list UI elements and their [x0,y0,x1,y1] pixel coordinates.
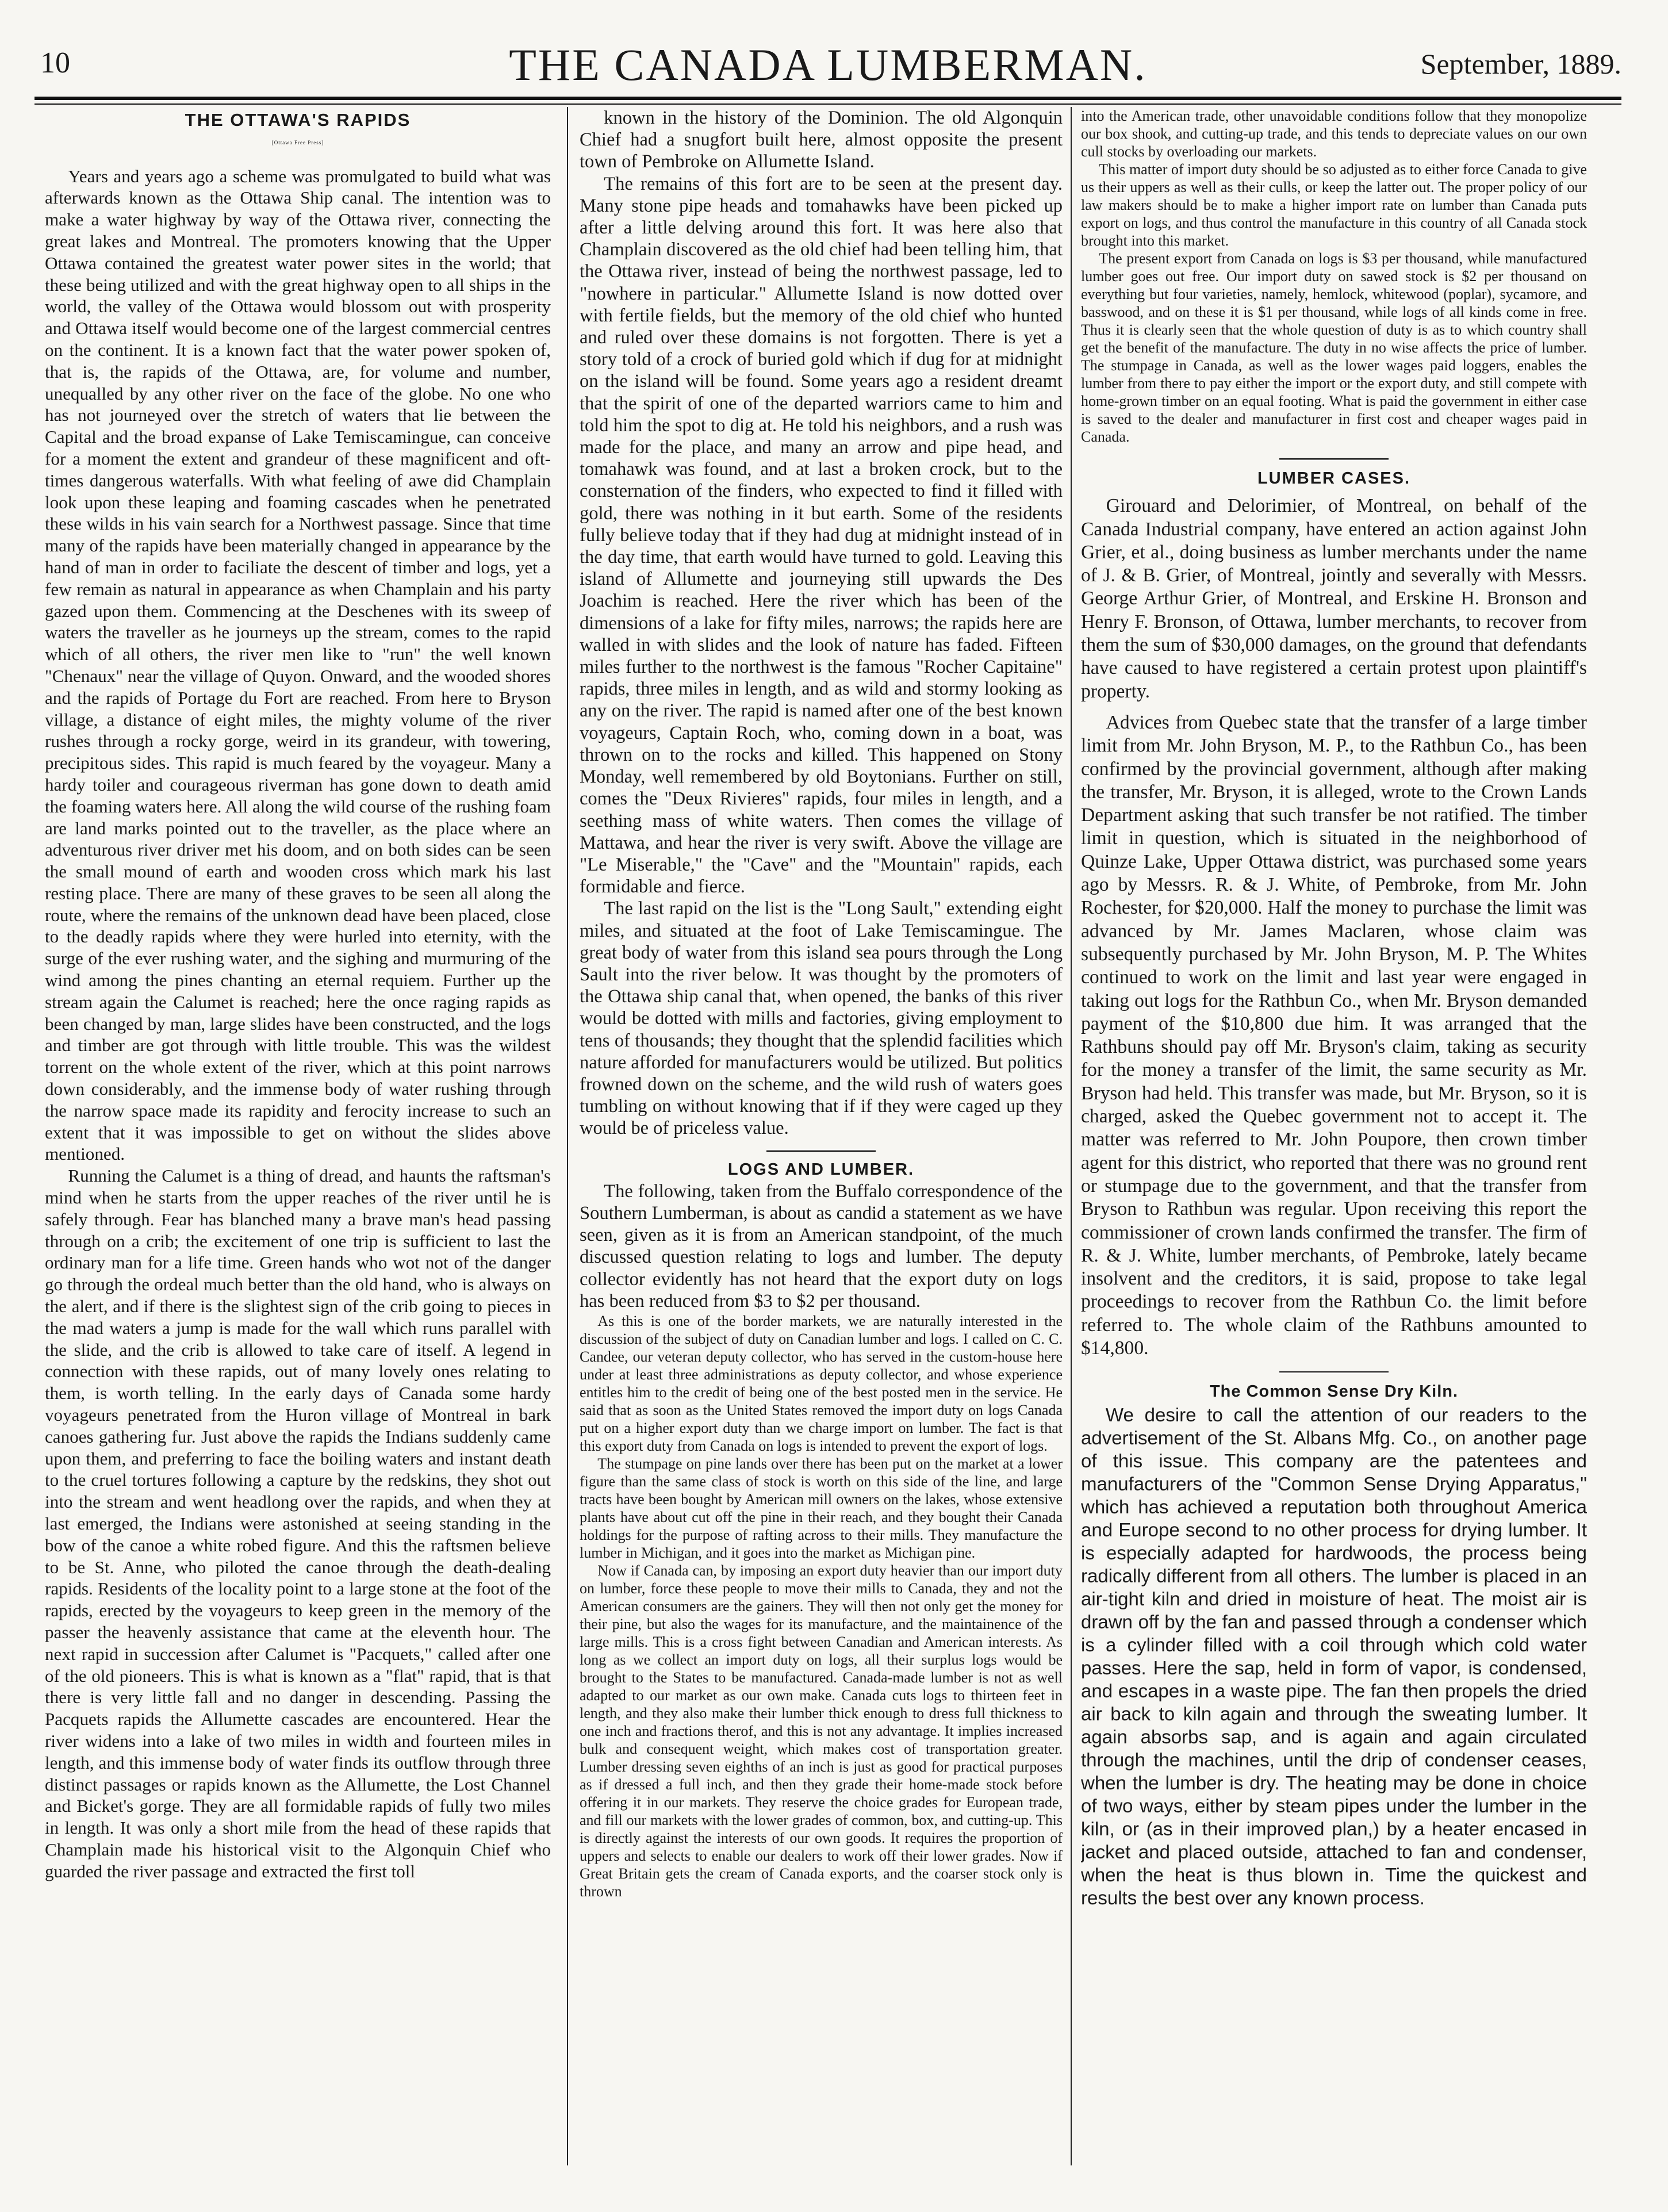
column-2 [580,107,1063,2165]
article-title-lumber-cases: LUMBER CASES. [1257,469,1411,488]
masthead [34,34,1621,98]
article-paragraph: The last rapid on the list is the "Long Sault," extending eight miles, and situated at the foot of Lake Temiscamingue. The great body of water from this island sea pours through the Long Sault into the river below. It was thought by the promoters of the Ottawa ship canal that, when opened, the banks of this river would be dotted with mills and factories, giving employment to tens of thousands; they thought that the splendid facilities which nature afforded for manufacturers would be utilized. But politics frowned down on the scheme, and the wild rush of waters goes tumbling on without knowing that if if they were caged up they would be of priceless value. [580,898,1063,1139]
article-paragraph: known in the history of the Dominion. The old Algonquin Chief had a snugfort built here, almost opposite the present town of Pembroke on Allumette Island. [580,108,1063,172]
quoted-paragraph: Now if Canada can, by imposing an export duty heavier than our import duty on lumber, force these people to move their mills to Canada, they and not the American consumers are the gainers. They will then not only get the money for their pine, but also the wages for its manufacture, and the maintainence of the large mills. This is a cross fight between Canadian and American interests. As long as we collect an import duty on logs, all their surplus logs would be brought to the States to be manufactured. Canada-made lumber is not as well adapted to our market as our own make. Canada cuts logs to thirteen feet in length, and they also make their lumber thick enough to dress full thickness to one inch and fractions therof, and this is not any advantage. It implies increased bulk and consequent weight, which makes cost of transportation greater. Lumber dressing seven eighths of an inch is just as good for practical purposes as if dressed a full inch, and then they grade their home-made stock before offering it in our markets. They reserve the choice grades for European trade, and fill our markets with the lower grades of common, box, and cutting-up. This is directly against the interests of our own goods. It requires the proportion of uppers and selects to enable our dealers to work off their lower grades. Now if Great Britain gets the cream of Canada exports, and the coarser stock only is thrown [580,1562,1063,1900]
section-rule [1279,1371,1389,1375]
article-title-dry-kiln: The Common Sense Dry Kiln. [1209,1382,1459,1401]
issue-date: September, 1889. [1420,48,1621,80]
header-rule-thick [34,97,1621,100]
column-divider [1071,107,1072,2165]
quoted-paragraph: into the American trade, other unavoidable conditions follow that they monopolize our box shook, and cutting-up trade, and this tends to depreciate values on our own cull stocks by overloading our markets. [1081,108,1587,160]
column-3 [1081,107,1587,2165]
section-rule [766,1150,876,1154]
article-source: [Ottawa Free Press] [271,139,324,145]
article-paragraph: Years and years ago a scheme was promulgated to build what was afterwards known as the Ottawa Ship canal. The intention was to make a water highway by way of the Ottawa river, connecting the great lakes and Montreal. The promoters knowing that the Upper Ottawa contained the greatest water power sites in the world; that these being utilized and with the great highway open to all ships in the world, the valley of the Ottawa would blossom out with prosperity and Ottawa itself would become one of the largest commercial centres on the continent. It is a known fact that the water power spoken of, that is, the rapids of the Ottawa, are, for volume and number, unequalled by any other river on the face of the globe. No one who has not journeyed over the stretch of waters that lie between the Capital and the broad expanse of Lake Temiscamingue, can conceive for a moment the extent and grandeur of these magnificent and oft-times dangerous waterfalls. With what feeling of awe did Champlain look upon these leaping and foaming cascades when he penetrated these wilds in his vain search for a Northwest passage. Since that time many of the rapids have been materially changed in appearance by the hand of man in order to faciliate the descent of timber and logs, yet a few remain as natural in appearance as when Champlain and his party gazed upon them. Commencing at the Deschenes with its sweep of waters the traveller as he journeys up the stream, comes to the rapid which of all others, the river men like to "run" the well known "Chenaux" near the village of Quyon. Onward, and the wooded shores and the rapids of Portage du Fort are reached. From here to Bryson village, a distance of eight miles, the mighty volume of the river rushes through a rocky gorge, weird in its grandeur, with towering, precipitous sides. This rapid is much feared by the voyageur. Many a hardy toiler and courageous riverman has gone down to death amid the foaming waters here. All along the wild course of the rushing foam are land marks pointed out to the traveller, as the place where an adventurous river driver met his doom, and on both sides can be seen the small mound of earth and wooden cross which mark his last resting place. There are many of these graves to be seen all along the route, where the remains of the unknown dead have been placed, close to the deadly rapids where they were hurled into eternity, with the surge of the ever rushing water, and the sighing and murmuring of the wind among the pines chanting an eternal requiem. Further up the stream again the Calumet is reached; here the once raging rapids as been changed by man, large slides have been constructed, and the logs and timber are got through with little trouble. This was the wildest torrent on the whole extent of the river, which at this point narrows down considerably, and the immense body of water rushing through the narrow space made its rapidity and ferocity increase to such an extent that it was impossible to get on without the slides above mentioned. [45,166,551,1164]
quoted-paragraph: The stumpage on pine lands over there has been put on the market at a lower figure than the same class of stock is worth on this side of the line, and large tracts have been bought by American mill owners on the lakes, whose extensive plants have about cut off the pine in their reach, and they bought their Canada holdings for the purpose of rafting across to their mills. They manufacture the lumber in Michigan, and it goes into the market as Michigan pine. [580,1455,1063,1561]
quoted-correspondence [580,1312,1063,1900]
quoted-correspondence-continued [1081,107,1587,446]
quoted-paragraph: The present export from Canada on logs is $3 per thousand, while manufactured lumber goes out free. Our import duty on sawed stock is $2 per thousand on everything but four varieties, namely, hemlock, whitewood (poplar), sycamore, and basswood, and on these it is $1 per thousand, while logs of all kinds come in free. Thus it is clearly seen that the whole question of duty is as to which country shall get the benefit of the manufacture. The duty in no wise affects the price of lumber. The stumpage in Canada, as well as the lower wages paid loggers, enables the lumber from there to pay either the import or the export duty, and still compete with home-grown timber on an equal footing. What is paid the government in either case is saved to the dealer and manufacturer in first cost and cheaper wages paid in Canada. [1081,250,1587,445]
article-paragraph: The following, taken from the Buffalo correspondence of the Southern Lumberman, is about as candid a statement as we have seen, given as it is from an American standpoint, of the much discussed question relating to logs and lumber. The deputy collector evidently has not heard that the export duty on logs has been reduced from $3 to $2 per thousand. [580,1180,1063,1312]
article-paragraph: Girouard and Delorimier, of Montreal, on behalf of the Canada Industrial company, have entered an action against John Grier, et al., doing business as lumber merchants under the name of J. & B. Grier, of Montreal, jointly and severally with Messrs. George Arthur Grier, of Montreal, and Erskine H. Bronson and Henry F. Bronson, of Ottawa, lumber merchants, to recover from them the sum of $30,000 damages, on the ground that defendants have caused to have registered a certain protest upon plaintiff's property. [1081,495,1587,702]
article-paragraph: Running the Calumet is a thing of dread, and haunts the raftsman's mind when he starts from the upper reaches of the river until he is safely through. Fear has blanched many a brave man's head passing through on a crib; the excitement of one trip is sufficient to last the ordinary man for a life time. Green hands who wot not of the danger go through the ordeal much better than the old hand, who is always on the alert, and if there is the slightest sign of the crib going to pieces in the mad waters a jump is made for the wall which runs parallel with the slide, and the crib is allowed to take care of itself. A legend in connection with these rapids, out of many lovely ones relating to them, is worth telling. In the early days of Canada some hardy voyageurs penetrated from the Huron village of Montreal in bark canoes gathering fur. Just above the rapids the Indians suddenly came upon them, and preferring to face the boiling waters and instant death to the cruel tortures following a capture by the redskins, they shot out into the stream and went headlong over the rapids, and when they at last emerged, the Indians were astonished at seeing standing in the bow of the canoe a white robed figure. And this the raftsmen believe to be St. Anne, who piloted the canoe through the death-dealing rapids. Residents of the locality point to a large stone at the foot of the rapids, erected by the voyageurs to keep green in the memory of the passer the heavenly assistance that came at the eleventh hour. The next rapid in succession after Calumet is "Pacquets," called after one of the old pioneers. This is what is known as a "flat" rapid, that is that there is very little fall and no danger in descending. Passing the Pacquets rapids the Allumette cascades are encountered. Hear the river widens into a lake of two miles in width and fourteen miles in length, and this immense body of water finds its outflow through three distinct passages or rapids known as the Allumette, the Lost Channel and Bicket's gorge. They are all formidable rapids of fully two miles in length. It was only a short mile from the head of these rapids that Champlain made his historical visit to the Algonquin Chief who guarded the river passage and extracted the first toll [45,1166,551,1881]
column-1 [45,107,551,2165]
quoted-paragraph: As this is one of the border markets, we are naturally interested in the discussion of the subject of duty on Canadian lumber and logs. I called on C. C. Candee, our veteran deputy collector, who has served in the custom-house here under at least three administrations as deputy collector, and whose experience entitles him to the credit of being one of the best posted men in the service. He said that as soon as the United States removed the import duty on logs Canada put on a higher export duty than we charge import on lumber. The fact is that this export duty from Canada on logs is intended to prevent the export of logs. [580,1312,1063,1454]
article-paragraph: We desire to call the attention of our readers to the advertisement of the St. Albans Mfg. Co., on another page of this issue. This company are the patentees and manufacturers of the "Common Sense Drying Apparatus," which has achieved a reputation both throughout America and Europe second to no other process for drying lumber. It is especially adapted for hardwoods, the process being radically different from all others. The lumber is placed in an air-tight kiln and dried in moisture of heat. The moist air is drawn off by the fan and passed through a condenser which is a cylinder filled with a coil through which cold water passes. Here the sap, held in form of vapor, is condensed, and escapes in a waste pipe. The fan then propels the dried air back to kiln again and through the sweating lumber. It again absorbs sap, and is again and again circulated through the machines, until the drip of condenser ceases, when the lumber is dry. The heating may be done in choice of two ways, either by steam pipes under the lumber in the kiln, or (as in their improved plan,) by a heater encased in jacket and placed outside, attached to fan and condenser, when the heat is thus blown in. Time the quickest and results the best over any known process. [1081,1404,1587,1908]
article-title-ottawa-rapids: THE OTTAWA'S RAPIDS [185,110,411,130]
article-paragraph: The remains of this fort are to be seen at the present day. Many stone pipe heads and tomahawks have been picked up after a little delving around this fort. It was here also that Champlain discovered as the old chief had been telling him, that the Ottawa river, instead of being the northwest passage, led to "nowhere in particular." Allumette Island is now dotted over with fertile fields, but the memory of the old chief who hunted and ruled over these domains is not forgotten. There is yet a story told of a crock of buried gold which if dug for at midnight on the island will be found. Some years ago a resident dreamt that the spirit of one of the departed warriors came to him and told him the spot to dig at. He told his neighbors, and a rush was made for the place, and many an arrow and pipe head, and tomahawk was found, and at last a broken crock, but to the consternation of the finders, who expected to find it filled with gold, there was nothing in it but earth. Some of the residents fully believe today that if they had dug at midnight instead of in the day time, that earth would have turned to gold. Leaving this island of Allumette and journeying still upwards the Des Joachim is reached. Here the river which has been of the dimensions of a lake for fifty miles, narrows; the rapids here are walled in with slides and the look of nature has faded. Fifteen miles further to the northwest is the famous "Rocher Capitaine" rapids, three miles in length, and as wild and stormy looking as any on the river. The rapid is named after one of the best known voyageurs, Captain Roch, who, coming down in a boat, was thrown on to the rocks and killed. This happened on Stony Monday, well remembered by old Boytonians. Further on still, comes the "Deux Rivieres" rapids, four miles in length, and a seething mass of white waters. Then comes the village of Mattawa, and hear the river is very swift. Above the village are "Le Miserable," the "Cave" and the "Mountain" rapids, each formidable and fierce. [580,173,1063,898]
page-number: 10 [40,47,70,79]
section-rule [1279,458,1389,462]
article-dry-kiln [1081,1380,1587,1909]
column-divider [567,107,568,2165]
article-title-logs-and-lumber: LOGS AND LUMBER. [727,1160,915,1179]
article-paragraph: Advices from Quebec state that the transfer of a large timber limit from Mr. John Bryson, M. P., to the Rathbun Co., has been confirmed by the provincial government, although after making the transfer, Mr. Bryson, it is alleged, wrote to the Crown Lands Department asking that such transfer be not ratified. The timber limit in question, which is situated in the neighborhood of Quinze Lake, Upper Ottawa district, was purchased some years ago by Messrs. R. & J. White, of Pembroke, from Mr. John Rochester, for $20,000. Half the money to purchase the limit was advanced by Mr. James Maclaren, whose claim was subsequently purchased by Mr. John Bryson, M. P. The Whites continued to work on the limit and last year were engaged in taking out logs for the Rathbun Co., when Mr. Bryson demanded payment of the $10,800 due him. It was arranged that the Rathbuns should pay off Mr. Bryson's claim, taking as security for the money a transfer of the limit, the same security as Mr. Bryson had held. This transfer was made, but Mr. Bryson, so it is charged, asked the Quebec government not to accept it. The matter was referred to Mr. John Poupore, then crown timber agent for this district, who reported that there was no ground rent or stumpage due to the government, and that the transfer from Bryson to Rathbun was regular. Upon receiving this report the commissioner of crown lands confirmed the transfer. The firm of R. & J. White, lumber merchants, of Pembroke, lately became insolvent and the creditors, it is said, propose to take legal proceedings to recover from the Rathbun Co. the limit before referred to. The whole claim of the Rathbuns amounted to $14,800. [1081,711,1587,1359]
header-rule-thin [34,103,1621,105]
publication-title: THE CANADA LUMBERMAN. [509,40,1147,90]
quoted-paragraph: This matter of import duty should be so adjusted as to either force Canada to give us their uppers as well as their culls, or keep the latter out. The proper policy of our law makers should be to make a higher import rate on lumber than Canada puts export on logs, and thus control the manufacture in this country of all Canada stock brought into this market. [1081,161,1587,249]
